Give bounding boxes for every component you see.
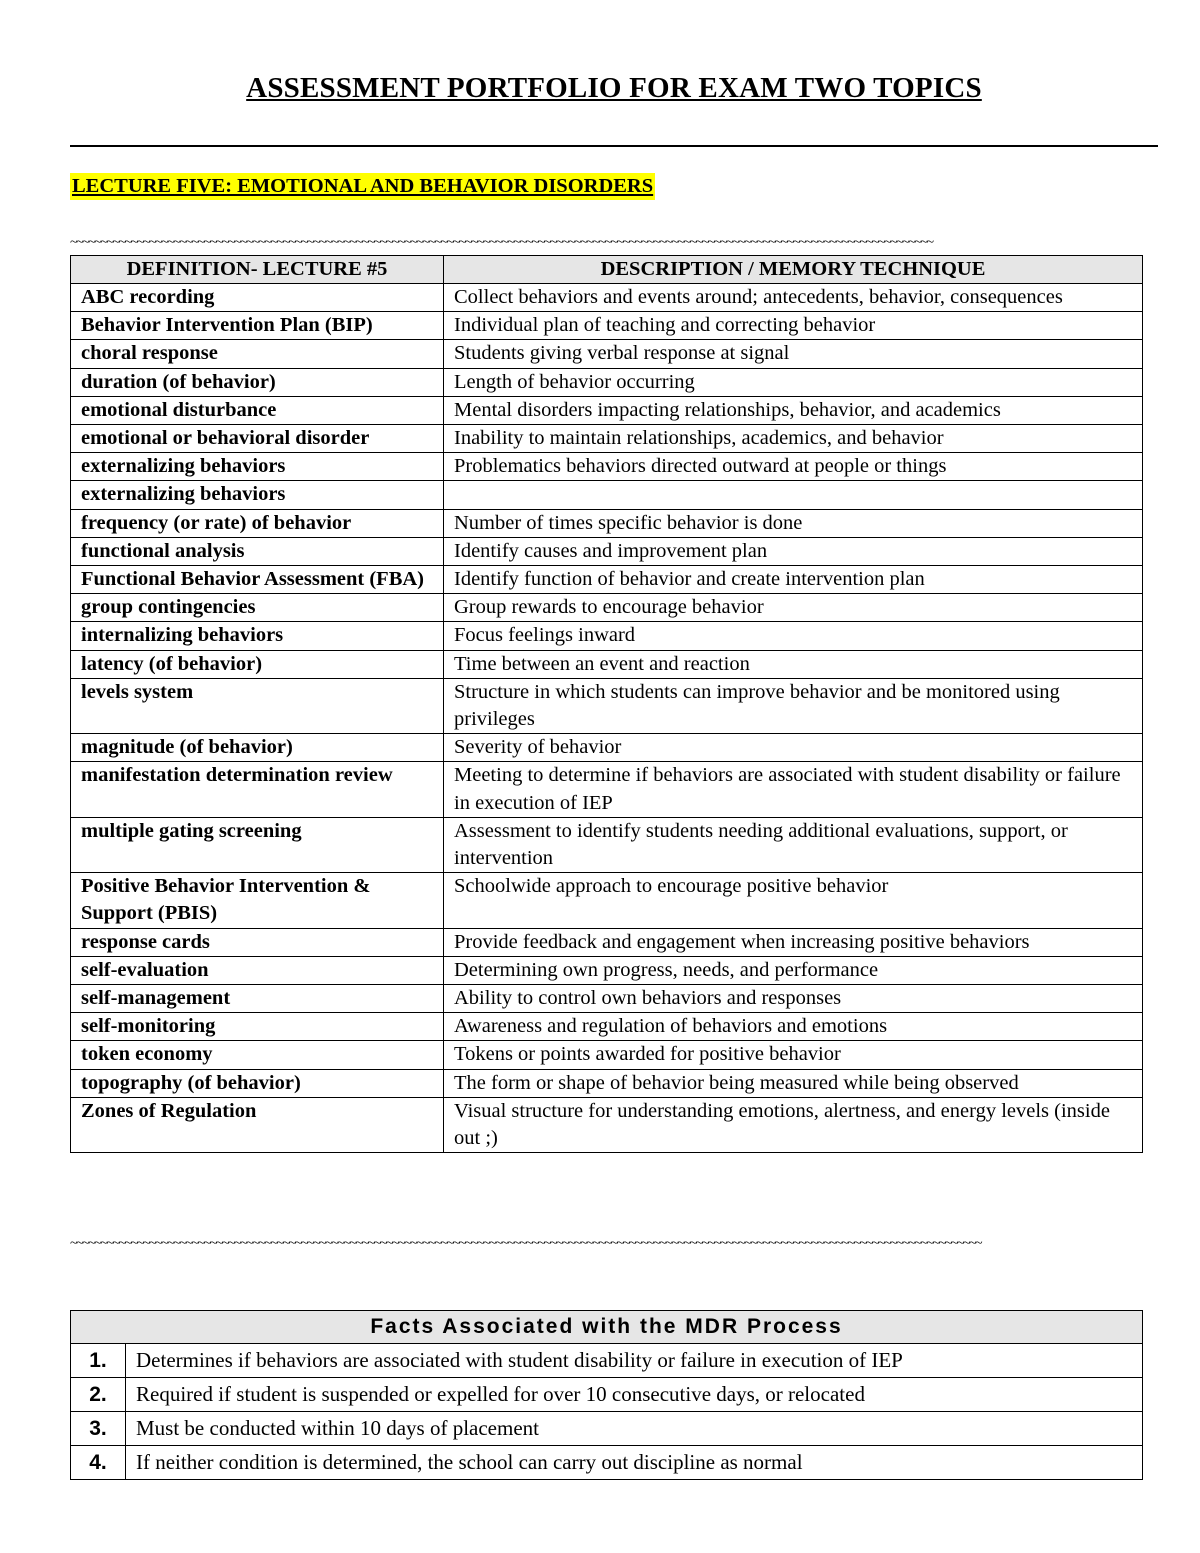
definitions-body: [71, 284, 1143, 1153]
fact-number: 3.: [71, 1412, 126, 1446]
definition-row: [71, 537, 1143, 565]
description-cell: Inability to maintain relationships, academics, and behavior: [444, 425, 1143, 453]
description-cell: Structure in which students can improve behavior and be monitored using privileges: [444, 678, 1143, 733]
description-cell: Tokens or points awarded for positive behavior: [444, 1041, 1143, 1069]
mdr-fact-row: [71, 1344, 1143, 1378]
mdr-fact-row: [71, 1378, 1143, 1412]
term-cell: token economy: [71, 1041, 444, 1069]
mdr-fact-row: [71, 1446, 1143, 1480]
term-cell: self-management: [71, 985, 444, 1013]
mdr-header-row: [71, 1311, 1143, 1344]
definition-row: [71, 509, 1143, 537]
fact-number: 4.: [71, 1446, 126, 1480]
description-cell: [444, 481, 1143, 509]
description-cell: Meeting to determine if behaviors are associated with student disability or failure in execution of IEP: [444, 762, 1143, 817]
term-cell: response cards: [71, 928, 444, 956]
fact-text: Determines if behaviors are associated with student disability or failure in execution of IEP: [126, 1344, 1143, 1378]
definition-row: [71, 1013, 1143, 1041]
definition-row: [71, 622, 1143, 650]
description-cell: Determining own progress, needs, and performance: [444, 956, 1143, 984]
term-cell: externalizing behaviors: [71, 453, 444, 481]
definition-row: [71, 1069, 1143, 1097]
mdr-body: [71, 1344, 1143, 1480]
term-cell: latency (of behavior): [71, 650, 444, 678]
term-cell: internalizing behaviors: [71, 622, 444, 650]
term-cell: magnitude (of behavior): [71, 734, 444, 762]
description-cell: Provide feedback and engagement when increasing positive behaviors: [444, 928, 1143, 956]
document-title: ASSESSMENT PORTFOLIO FOR EXAM TWO TOPICS: [246, 72, 982, 104]
description-cell: Collect behaviors and events around; antecedents, behavior, consequences: [444, 284, 1143, 312]
definition-column-header: DEFINITION- LECTURE #5: [71, 256, 444, 284]
description-cell: Students giving verbal response at signal: [444, 340, 1143, 368]
fact-text: If neither condition is determined, the school can carry out discipline as normal: [126, 1446, 1143, 1480]
description-cell: Number of times specific behavior is done: [444, 509, 1143, 537]
term-cell: Positive Behavior Intervention & Support (PBIS): [71, 873, 444, 928]
mdr-fact-row: [71, 1412, 1143, 1446]
fact-text: Must be conducted within 10 days of placement: [126, 1412, 1143, 1446]
definition-row: [71, 873, 1143, 928]
fact-number: 2.: [71, 1378, 126, 1412]
term-cell: ABC recording: [71, 284, 444, 312]
definition-row: [71, 284, 1143, 312]
title-rule: [70, 145, 1158, 147]
description-cell: Time between an event and reaction: [444, 650, 1143, 678]
description-cell: Group rewards to encourage behavior: [444, 594, 1143, 622]
term-cell: frequency (or rate) of behavior: [71, 509, 444, 537]
definition-row: [71, 566, 1143, 594]
definition-row: [71, 481, 1143, 509]
term-cell: duration (of behavior): [71, 368, 444, 396]
term-cell: emotional disturbance: [71, 396, 444, 424]
term-cell: emotional or behavioral disorder: [71, 425, 444, 453]
description-cell: Identify causes and improvement plan: [444, 537, 1143, 565]
definition-row: [71, 650, 1143, 678]
tilde-divider-bottom: ~~~~~~~~~~~~~~~~~~~~~~~~~~~~~~~~~~~~~~~~~~~~~~~~~~~~~~~~~~~~~~~~~~~~~~~~~~~~~~~~~~~~~~~~~~~~~~~~~~~~~~~~~~~~~~~~~~~~~~~~~~~~~~~~~~~~~~~~~~~~~~~~~~~~~~: [70, 1237, 982, 1251]
definition-row: [71, 762, 1143, 817]
term-cell: self-evaluation: [71, 956, 444, 984]
fact-text: Required if student is suspended or expelled for over 10 consecutive days, or relocated: [126, 1378, 1143, 1412]
definition-row: [71, 734, 1143, 762]
definitions-header-row: [71, 256, 1143, 284]
definition-row: [71, 678, 1143, 733]
description-cell: Awareness and regulation of behaviors and emotions: [444, 1013, 1143, 1041]
description-cell: Schoolwide approach to encourage positive behavior: [444, 873, 1143, 928]
mdr-table-title: Facts Associated with the MDR Process: [71, 1311, 1143, 1344]
description-cell: The form or shape of behavior being measured while being observed: [444, 1069, 1143, 1097]
definition-row: [71, 817, 1143, 872]
description-column-header: DESCRIPTION / MEMORY TECHNIQUE: [444, 256, 1143, 284]
term-cell: levels system: [71, 678, 444, 733]
definition-row: [71, 594, 1143, 622]
description-cell: Length of behavior occurring: [444, 368, 1143, 396]
definitions-table: [70, 255, 1143, 1153]
description-cell: Ability to control own behaviors and responses: [444, 985, 1143, 1013]
term-cell: functional analysis: [71, 537, 444, 565]
definition-row: [71, 312, 1143, 340]
definition-row: [71, 956, 1143, 984]
term-cell: Behavior Intervention Plan (BIP): [71, 312, 444, 340]
description-cell: Visual structure for understanding emotions, alertness, and energy levels (inside out ;): [444, 1097, 1143, 1152]
description-cell: Severity of behavior: [444, 734, 1143, 762]
term-cell: multiple gating screening: [71, 817, 444, 872]
definition-row: [71, 928, 1143, 956]
definition-row: [71, 368, 1143, 396]
term-cell: group contingencies: [71, 594, 444, 622]
description-cell: Mental disorders impacting relationships, behavior, and academics: [444, 396, 1143, 424]
description-cell: Identify function of behavior and create intervention plan: [444, 566, 1143, 594]
tilde-divider-top: ~~~~~~~~~~~~~~~~~~~~~~~~~~~~~~~~~~~~~~~~~~~~~~~~~~~~~~~~~~~~~~~~~~~~~~~~~~~~~~~~~~~~~~~~~~~~~~~~~~~~~~~~~~~~~~~~~~~~~~~~~~~~~~~~~~~~~~~~~~~~~~: [70, 236, 933, 250]
definition-row: [71, 1041, 1143, 1069]
term-cell: Zones of Regulation: [71, 1097, 444, 1152]
definition-row: [71, 1097, 1143, 1152]
term-cell: self-monitoring: [71, 1013, 444, 1041]
definition-row: [71, 425, 1143, 453]
fact-number: 1.: [71, 1344, 126, 1378]
description-cell: Assessment to identify students needing additional evaluations, support, or intervention: [444, 817, 1143, 872]
description-cell: Problematics behaviors directed outward at people or things: [444, 453, 1143, 481]
mdr-facts-table: [70, 1310, 1143, 1480]
description-cell: Focus feelings inward: [444, 622, 1143, 650]
term-cell: externalizing behaviors: [71, 481, 444, 509]
description-cell: Individual plan of teaching and correcting behavior: [444, 312, 1143, 340]
definition-row: [71, 453, 1143, 481]
definition-row: [71, 396, 1143, 424]
term-cell: Functional Behavior Assessment (FBA): [71, 566, 444, 594]
term-cell: manifestation determination review: [71, 762, 444, 817]
term-cell: choral response: [71, 340, 444, 368]
lecture-heading: LECTURE FIVE: EMOTIONAL AND BEHAVIOR DISORDERS: [70, 173, 655, 200]
term-cell: topography (of behavior): [71, 1069, 444, 1097]
definition-row: [71, 340, 1143, 368]
definition-row: [71, 985, 1143, 1013]
